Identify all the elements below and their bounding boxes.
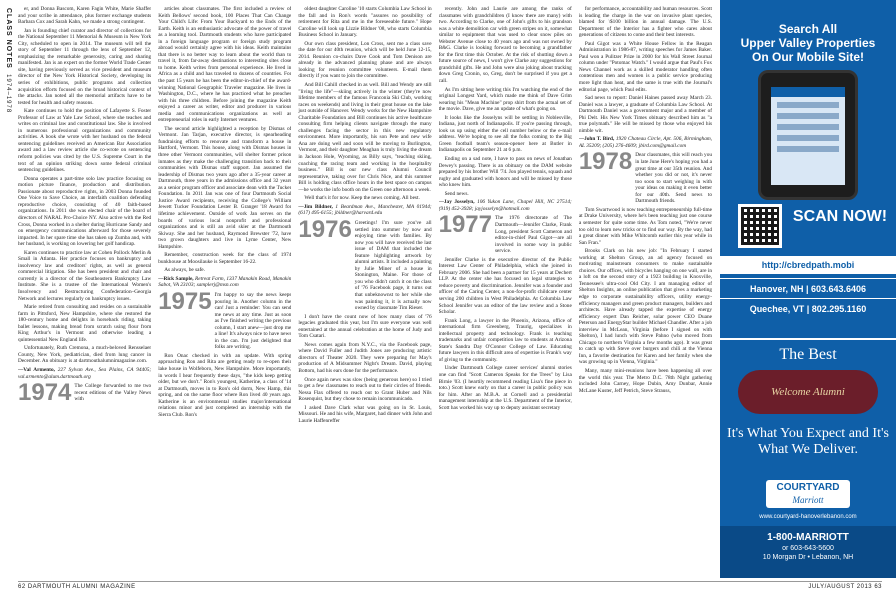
class-year-heading bbox=[438, 211, 572, 255]
hotel-url-link[interactable]: www.courtyard-hanoverlebanon.com bbox=[759, 514, 857, 520]
ad-url-link[interactable]: http://cbredpath.mobi bbox=[720, 256, 896, 274]
note-paragraph: Tom Swartwood is now teaching entrepreneurship full-time at Drake University, where he's been teaching just one course a semester for quite some time. As Tom noted, "We're never too old to learn new tricks or to find our way. By the way, had a great dinner with Mike Whitcomb earlier this year while in San Fran." bbox=[578, 206, 713, 246]
page-footer bbox=[18, 581, 882, 591]
qr-code-icon[interactable] bbox=[738, 204, 782, 248]
note-paragraph: News comes again from N.Y.C., via the Facebook page, where David Fuller and Judith Jones are producing artistic directors of Theater 2020. They were preparing for May's production of A Midsummer Night's Dream. David, playing Bottom, had his ears done for the performance. bbox=[298, 341, 432, 374]
note-paragraph: Kate continues to hold the position of Lafayette S. Foster Professor of Law at Yale Law School, where she teaches and writes on criminal law and constitutional law. She is involved in numerous professional organizations and community activities. A book she wrote with her husband on the federal sentencing guidelines received an American Bar Association award and a law review article she co-wrote on sentencing reform policies was cited by the U.S. Supreme Court in the text of an opinion striking down some federal criminal sentencing guidelines. bbox=[18, 108, 152, 174]
footer-right-folio: JULY/AUGUST 2013 63 bbox=[808, 584, 882, 590]
class-year-heading bbox=[578, 148, 713, 205]
note-paragraph: Jennifer Clarke is the executive director of the Public Interest Law Center of Philadelphia, which she joined in February 2006. She had been a partner for 15 years at Dechert LLP. At the center she has focused on legal strategies to reduce poverty and discrimination. Jennifer was a founder and officer of the Caring Center, a non-for-profit childcare center serving 200 children in West Philadelphia. At Columbia Law School Jennifer was an editor of the law review and a Stone Scholar. bbox=[438, 256, 572, 316]
note-paragraph: Many, many mini-reunions have been happening all over the world this year. The Metro D.C. 78th Night gathering included John Carney, Hope Dubin, Amy Dunbar, Annie McLane Kuster, Jeff Petrich, Steve Strauss, bbox=[578, 367, 713, 394]
class-year-heading bbox=[158, 287, 292, 351]
class-year-number: 1975 bbox=[158, 287, 212, 315]
column-4 bbox=[439, 6, 572, 578]
note-paragraph: Donna operates a part-time solo law practice focusing on motion picture finance, production and distribution. Passionate about reproductive rights, in 2003 Donna founded One Voice to Save Choice, an interfaith coalition defending reproductive choice, consisting of 40 faith-based organizations. In 2011 she was elected chair of the board of directors of NARAL Pro-Choice NY. Also active with the Red Cross, Donna worked in a shelter during Hurricane Sandy and on emergency communications afterward for those severely impacted. In her spare time she has taken up Zumba and, with her husband, is working on lowering her golf handicap. bbox=[18, 175, 152, 248]
note-paragraph: As I'm sitting here writing this I'm watching the end of the original Longest Yard, which made me think of Dave Grim wearing his "Mean Machine" prop shirt from the actual set of the movie. Dave, give me an update of what's going on. bbox=[438, 86, 572, 113]
note-paragraph: The second article highlighted a reception by Dismas of Vermont. Jan Tarjan, executive director, is spearheading fundraising efforts to renovate and transform a house in Hartford, Vermont. This house, along with Dismas houses in three other Vermont communities, will shelter former prison inmates as they make the challenging transition back to their communities with Dismas staff support. Jan assumed the leadership of Dismas two years ago after a 35-year career at Dartmouth, three years in the admissions office and 32 years as a senior program officer and associate dean with the Tucker Foundation. In 2011 Jan was one of four Dartmouth Social Justice Award recipients, receiving the College's William Jewett Tucker Foundation Lester B. Granger '18 Award for lifetime achievement. Outside of work Jan serves on the boards of various local nonprofit and professional organizations and is still an avid skier at the Dartmouth Skiway. She and her husband, Raymond Brewster '72, have two grown daughters and live in Lyme Center, New Hampshire. bbox=[158, 125, 292, 250]
class-year-lead-text: The College forwarded to me two recent editions of the Valley News with bbox=[74, 383, 152, 403]
note-paragraph: Frank Long, a lawyer in the Phoenix, Arizona, office of international firm Greenberg, Traurig, specializes in intellectual property and technology. Frank is teaching trademarks and unfair competition law to students at Arizona State's Sandra Day O'Connor College of Law. Educating future lawyers in this difficult area of expertise is Frank's way of giving to the community. bbox=[438, 317, 572, 363]
note-paragraph: Brooks Clark on his new job: "In February I started working at Shelton Group, an ad agency focused on motivating mainstream consumers to make sustainable choices. Our offices, with bicycles hanging on one wall, are in a loft on the second story of a 1923 building in Knoxville, Tennessee's ultra-cool Old City. I am managing editor of Shelton Insights, an online publication that gives a marketing edge to corporate sustainability officers, utility energy-efficiency managers and green product managers, builders and architects. Have already tapped the expertise of energy efficiency expert Dan Reicher, solar power CEO Duane Peterson and EnergyStar builder Michael Chandler. After a job interview in McLean, Virginia (before I signed on with Shelton), I had lunch with Steve Pahno (who moved from Chicago to northern Virginia a few months ago). It was great to catch up with Steve over burgers and chili at the Vienna Inn, a favorite destination for Karen and her family when she was growing up in Vienna, Virginia." bbox=[578, 248, 713, 366]
class-year-lead-text: The 1976 directorate of The Dartmouth—Jennifer Clarke, Frank Long, president Scott Cameron and editor-in-chief Paul Gigot—are all involved in some way in public service. bbox=[495, 215, 572, 255]
note-paragraph: Paul Gigot was a White House Fellow in the Reagan Administration in 1986-87, writing speeches for James Baker. Paul won a Pulitzer Prize in 2000 for his Wall Street Journal column under "Potomac Watch." I would argue that Paul's Fox News Channel work as a skilled moderator handling often contentious men and women is a public service producing more light than heat, and the same is true with the Journal's editorial page, which Paul edits. bbox=[578, 40, 713, 93]
note-paragraph: It looks like the Josselyns will be settling in Noblesville, Indiana, just north of Indianapolis. If you're passing through, look us up using either the cell number below or the e-mail address. We're hoping to see all the folks coming to the Big Green football team's season-opener here at Butler in Indianapolis on September 21 at 6 p.m. bbox=[438, 114, 572, 154]
smartphone-icon bbox=[758, 70, 858, 200]
note-paragraph: I asked Dave Clark what was going on in St. Louis, Missouri. He and his wife, Margaret, had dinner with John and Laurie Haffenreffer bbox=[298, 404, 432, 424]
location-hanover: Hanover, NH | 603.643.6406 bbox=[720, 278, 896, 298]
note-paragraph: Our own class president, Lon Cross, sent me a class save the date for our 40th reunion, which will be held June 12-15, 2014. Reunion co-chairs Dave Cook and Tom Denison are already in the advanced planning phase and are always looking for reunion committee volunteers. E-mail them directly if you want to join the committee. bbox=[298, 40, 432, 80]
class-year-heading bbox=[298, 215, 432, 312]
column-2 bbox=[158, 6, 291, 578]
note-paragraph: Ron Onac checked in with an update. With spring approaching Ron and Rita are getting ready to re-open their lake house in Wolfeboro, New Hampshire. More importantly, in words I hear frequently these days, "the kids keep getting older, but we don't." Ron's youngest, Katherine, a class of '14 at Dartmouth, moves in to Ron's old dorm, New Hamp, this spring, and on the same floor where Ron lived 40 years ago. Katherine is an environmental studies major/international relations minor and just completed an internship with the Sierra Club. Ron's bbox=[158, 352, 292, 418]
footer-left-folio: 62 DARTMOUTH ALUMNI MAGAZINE bbox=[18, 584, 136, 590]
hotel-ad-slogan: It's What You Expect and It's What We Deliver. bbox=[727, 426, 889, 457]
class-notes-columns bbox=[18, 6, 712, 578]
note-paragraph: Once again news was slow (being generous here) so I tried to get a few classmates to reach out to their circles of friends. Nessa Flax offered to reach out to Grant Huber and Nils Rosenquist, but they chose to remain incommunicado. bbox=[298, 376, 432, 403]
phone-screen bbox=[771, 87, 845, 185]
real-estate-ad[interactable] bbox=[720, 0, 896, 338]
ad-subheadline: Upper Valley Properties bbox=[740, 36, 876, 50]
note-paragraph: I don't have the count now of how many class of '76 legacies graduated this year, but I'm sure everyone was well entertained at the annual celebration at the home of Judy and Tom Csatari. bbox=[298, 313, 432, 340]
hotel-contact-box bbox=[720, 526, 896, 578]
note-paragraph: Sad news to report: Daniel Haines passed away March 23. Daniel was a lawyer, a graduate of Columbia Law School. At Dartmouth Daniel was a government major and a member of Phi Delt. His New York Times obituary described him as "a true polymath." He will be missed by those who enjoyed his nimble wit. bbox=[578, 95, 713, 134]
class-secretary-signature: —Val Armento, 227 Sylvan Ave., Sea Plains, CA 94405; val.armento@alum.dartmouth.org bbox=[18, 366, 152, 380]
note-paragraph: Remember, construction week for the class of 1974 bunkhouse at Moosilauke is September 16-22. bbox=[158, 252, 292, 265]
ad-headline: Search All bbox=[778, 22, 838, 36]
class-secretary-signature: —Jay Josselyn, 106 Yukon Lane, Chapel Hill, NC 27514; (919) 452-3928; jayjosselyn@hotmail.com bbox=[438, 199, 572, 212]
hotel-address: 10 Morgan Dr • Lebanon, NH bbox=[762, 554, 854, 561]
advertisement-column bbox=[720, 0, 896, 578]
class-year-lead-text: I'm happy to say the news keeps pouring in. Another column in the can! Just a reminder: You can send me news at any time. Just as soon as I've finished writing the previous column, I start anew—just drop me a line! It's always nice to have news in the can. I'm just delighted that folks are writing. bbox=[214, 291, 292, 351]
note-paragraph: Unfortunately, Ruth Cremona, a much-beloved Rensselaer County, New York, pediatrician, died from lung cancer in December. An obituary is at dartmouthalumnimagazine.com. bbox=[18, 345, 152, 365]
class-year-lead-text: Dear classmates, this will reach you in late June Here's hoping you had a great time at our 35th reunion. And whether you did or not, it's never too soon to start weighing in with your ideas on making it even better for our 40th. Send news to Dartmouth friends. bbox=[635, 152, 713, 205]
hotel-phone-2: or 603-643-5600 bbox=[782, 545, 834, 552]
note-paragraph: As always, be safe. bbox=[164, 267, 205, 274]
note-paragraph: recently. John and Laurie are among the ranks of classmates with grandchildren (I know there are many) with two. According to Clarke, one of John's gifts to his grandson was a white demolition car with green stripes on it, somewhat similar to equipment that was used to clear snow piles on Webster Avenue close to 40 years ago and was not owned by B&G. Clarke is looking forward to becoming a grandfather for the first time this October. At the risk of shutting down a future source of news, I won't give Clarke any suggestions for grandchild gifts. He and John were also joking about tracking down Greg Cronin, so, Greg, don't be surprised if you get a call. bbox=[438, 6, 572, 85]
note-paragraph: Karen continues to practice law at Cohen Pollock Merlin & Small in Atlanta. Her practice focuses on bankruptcy and insolvency law and creditors' rights, as well as general commercial litigation. She has been president and chair and currently is a director of the Southeastern Bankruptcy Law Institute. She is a trustee of the International Women's Insolvency and Restructuring Confederation–Georgia Network and lectures regularly on bankruptcy issues. bbox=[18, 249, 152, 302]
hotel-ad-title: The Best bbox=[779, 346, 837, 363]
years-label: 1974–1978 bbox=[5, 74, 11, 114]
ad-mobile-line: On Our Mobile Site! bbox=[751, 50, 864, 64]
email-link[interactable]: jbird.com@gmail.com bbox=[638, 142, 687, 149]
class-secretary-signature: —Rick Sample, Retreat Farm, 1337 Manakin Road, Manakin Sabot, VA 23103; samplerj@msn.com bbox=[158, 275, 292, 289]
email-link[interactable]: samplerj@msn.com bbox=[196, 282, 239, 289]
note-paragraph: Under Dartmouth College career services' alumni stories one can find "Scott Cameron Speaks for the Trees" by Lisa Birnie '03. (I heartily recommend reading Lisa's fine piece in toto.) Scott knew early on that a career in public policy was for him. After an M.B.A. at Cornell and a presidential management internship at the U.S. Department of the Interior, Scott has worked his way up to deputy assistant secretary bbox=[438, 365, 572, 411]
class-secretary-signature: —John T. Bird, 1920 Chateau Circle, Apt. 506, Birmingham, AL 35209; (205) 276-4609; jbird.com@gmail.com bbox=[578, 136, 712, 149]
note-paragraph: er, and Donna Bascom, Karen Fagin White, Marie Shaffer and your scribe in attendance, plus former exchange students Barbara Cox and Sarah Kahn, we made a strong contingent. bbox=[18, 6, 152, 26]
class-year-number: 1978 bbox=[578, 148, 633, 176]
class-year-number: 1976 bbox=[298, 215, 352, 243]
scan-now-label: SCAN NOW! bbox=[792, 208, 888, 225]
hotel-ad[interactable] bbox=[720, 340, 896, 578]
class-secretary-signature: —Jim Bildner, 1 Beardman Ave., Manchester, MA 01944; (617) 495-6155; jbildner@harvard.edu bbox=[298, 203, 432, 217]
note-paragraph: oldest daughter Caroline '10 starts Columbia Law School in the fall and in Ron's words "assures no possibility of retirement for Rita and me in the foreseeable future." Hope Caroline will look up Lizzie Bildner '08, who starts Columbia Business School in January. bbox=[298, 6, 432, 39]
welcome-mat-image: Welcome Alumni bbox=[738, 370, 878, 414]
class-year-heading bbox=[18, 379, 152, 407]
hotel-phone-1: 1-800-MARRIOTT bbox=[767, 532, 849, 543]
note-paragraph: Send news. bbox=[444, 190, 469, 197]
class-notes-label: CLASS NOTES bbox=[5, 8, 12, 69]
courtyard-logo: COURTYARD Marriott bbox=[766, 480, 850, 508]
email-link[interactable]: jbildner@harvard.edu bbox=[334, 210, 383, 217]
section-side-tab bbox=[2, 8, 12, 158]
email-link[interactable]: jayjosselyn@hotmail.com bbox=[474, 205, 530, 212]
column-5 bbox=[579, 6, 712, 578]
column-3 bbox=[298, 6, 431, 578]
note-paragraph: Marie retired from consulting and resides on a sustainable farm in Pittsford, New Hampshire, where she restored the 180-century home and delights in horseback riding, taking ballet lessons, making bread from scratch using flour from King Arthur's in Vermont and otherwise leading a quintessential New England life. bbox=[18, 304, 152, 343]
class-year-number: 1974 bbox=[18, 379, 72, 407]
class-year-number: 1977 bbox=[438, 211, 492, 239]
class-year-lead-text: Greetings! I'm sure you've all settled into summer by now and enjoying time with families. By now you will have received the last issue of DAM that included the feature highlighting artwork by alumni artists. It included a painting by Julie Miner of a house in Stonington, Maine. For those of you who didn't catch it on the class of '76 Facebook page, it turns out that unbeknownst to her while she was painting it, it is actually now owned by classmate Tim Rieser. bbox=[354, 219, 432, 312]
note-paragraph: Ending on a sad note, I have to pass on news of Jonathan Dewey's passing. There is an obituary on the DAM website prepared by his brother Will '74. Jon played tennis, squash and rugby and graduated with honors and will be missed by those who knew him. bbox=[438, 156, 572, 189]
note-paragraph: articles about classmates. The first included a review of Keith Bellows' second book, 100 Places That Can Change Your Child's Life: From Your Backyard to the Ends of the Earth. Keith is an enthusiastic advocate of the power of travel as a learning tool. Dartmouth students who have participated in a foreign language program or foreign study program abroad would certainly agree with his ideas. Keith maintains that there is no better way to learn about the world than to travel it, from far-away destinations to interesting sites close to home. Keith writes from personal experience. He lived in Africa as a child and has traveled to dozens of countries. For the past 15 years he has been the editor-in-chief of the award-winning National Geographic Traveler magazine. He lives in Washington, D.C., where he has practiced what he preaches with his three children. Before joining the magazine Keith enjoyed a career as writer, editor and producer in various media and communications organizations as well as entrepreneurial roles in early Internet ventures. bbox=[158, 6, 292, 124]
note-paragraph: Well that's it for now. Keep the news coming. All best. bbox=[304, 195, 420, 202]
note-paragraph: Jan is founding chief curator and director of collections for the National September 11 Memorial & Museum in New York City, scheduled to open in 2014. The museum will tell the story of September 11 through the lens of September 12, emphasizing the remarkable generosity, caring and sharing manifested. Jan is an expert on the former World Trade Center site, having previously served as vice president and museum director of the New York Historical Society, developing its series of exhibitions, public programs and collection acquisition efforts focused on the broad historical context of the attacks. Jan noted all the memorial artifacts have to be tested for health and safety reasons. bbox=[18, 27, 152, 106]
note-paragraph: for performance, accountability and human resources. Scott is leading the charge in the war on invasive plant species, blamed for \$100 billion in annual damage. The U.S. Department of the Interior has a fighter who cares about generations of citizens to come and their best interests. bbox=[578, 6, 713, 39]
location-quechee: Quechee, VT | 802.295.1160 bbox=[720, 298, 896, 318]
email-link[interactable]: val.armento@alum.dartmouth.org bbox=[18, 373, 91, 380]
column-1 bbox=[18, 6, 151, 578]
note-paragraph: And Bill Cahill checked in as well. Bill and Wendy are still "living the life"—skiing actively in the winter (they're now lifetime members of the famous Franconia Ski Club, working races on weekends) and living in their great house on the lake just outside of Hanover. Wendy works for the New Hampshire Charitable Foundation and Bill continues his active healthcare consulting firm helping clients navigate through the many challenges facing the sector in this new regulatory environment. More importantly, his son Pete and new wife Ana are doing well and soon will be moving to Burlington, Vermont, and their daughter Meaghan is truly living the dream in Jackson Hole, Wyoming, as Billy says, "teaching skiing, coaching the racing team and working in the hospitality business." Bill is our new class Alumni Council representative, taking over for Chris Nice, and this summer Bill is holding class office hours in the best space on campus—he works the info booth on the Green one afternoon a week. bbox=[298, 82, 432, 193]
office-locations bbox=[720, 278, 896, 318]
